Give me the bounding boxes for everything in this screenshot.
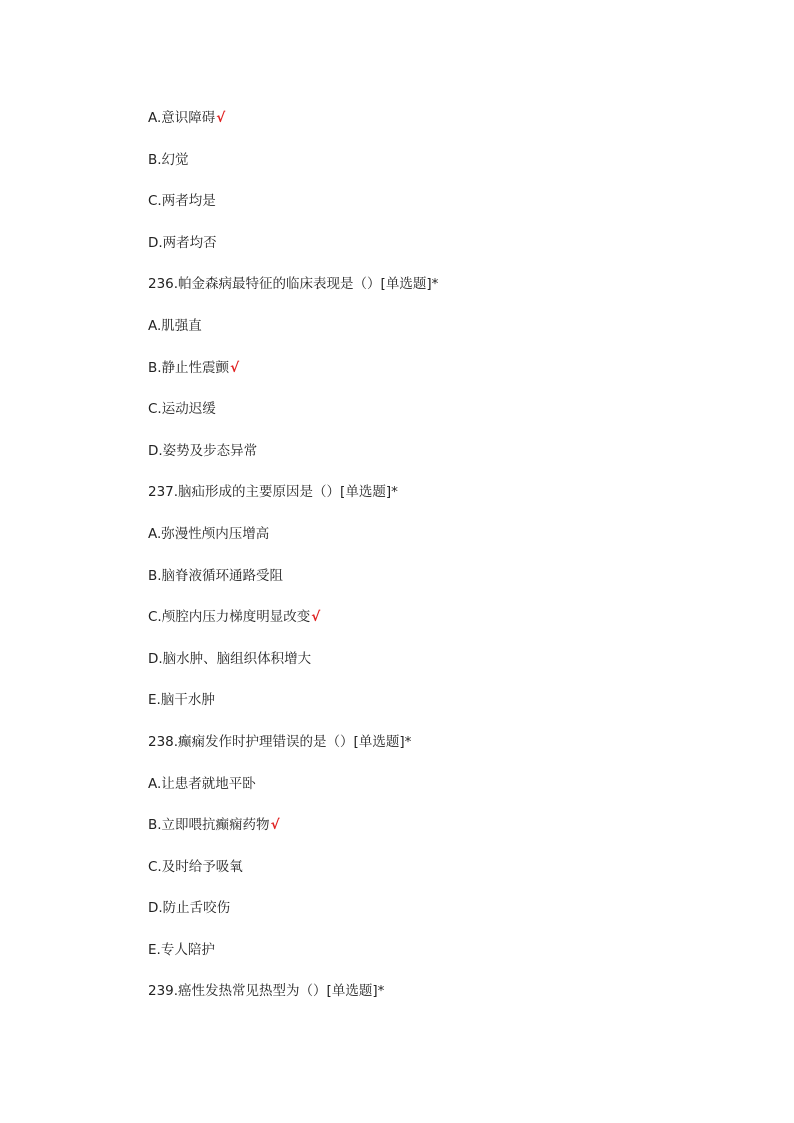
option-text: A.意识障碍 <box>148 110 216 126</box>
option-text: E.专人陪护 <box>148 941 215 958</box>
option-text: D.姿势及步态异常 <box>148 442 258 459</box>
option-text: C.颅腔内压力梯度明显改变 <box>148 609 311 626</box>
question-text: 236.帕金森病最特征的临床表现是（）[单选题]* <box>148 276 439 293</box>
option-text: B.脑脊液循环通路受阻 <box>148 567 284 584</box>
question-text: 239.癌性发热常见热型为（）[单选题]* <box>148 983 385 1000</box>
answer-option <box>148 815 748 857</box>
option-text: C.及时给予吸氧 <box>148 858 243 875</box>
option-text: D.脑水肿、脑组织体积增大 <box>148 650 312 667</box>
correct-check-icon: √ <box>230 359 240 376</box>
correct-check-icon: √ <box>216 110 226 126</box>
answer-option <box>148 108 748 150</box>
question-stem <box>148 482 748 524</box>
answer-option <box>148 441 748 483</box>
option-text: C.运动迟缓 <box>148 401 216 418</box>
option-text: A.弥漫性颅内压增高 <box>148 525 270 542</box>
answer-option <box>148 233 748 275</box>
answer-option <box>148 774 748 816</box>
option-text: B.立即喂抗癫痫药物 <box>148 817 270 834</box>
answer-option <box>148 607 748 649</box>
answer-option <box>148 940 748 982</box>
answer-option <box>148 150 748 192</box>
option-text: D.两者均否 <box>148 234 217 251</box>
answer-option <box>148 649 748 691</box>
option-text: E.脑干水肿 <box>148 692 215 709</box>
option-text: A.让患者就地平卧 <box>148 775 256 792</box>
answer-option <box>148 690 748 732</box>
correct-check-icon: √ <box>311 609 321 626</box>
question-stem <box>148 274 748 316</box>
answer-option <box>148 857 748 899</box>
answer-option <box>148 191 748 233</box>
answer-option <box>148 524 748 566</box>
question-stem <box>148 732 748 774</box>
correct-check-icon: √ <box>270 817 280 834</box>
option-text: A.肌强直 <box>148 317 202 334</box>
option-text: B.静止性震颤 <box>148 359 230 376</box>
question-text: 237.脑疝形成的主要原因是（）[单选题]* <box>148 484 398 501</box>
option-text: D.防止舌咬伤 <box>148 900 231 917</box>
question-text: 238.癫痫发作时护理错误的是（）[单选题]* <box>148 733 412 750</box>
answer-option <box>148 358 748 400</box>
question-list <box>148 108 748 1023</box>
answer-option <box>148 316 748 358</box>
answer-option <box>148 566 748 608</box>
option-text: C.两者均是 <box>148 193 216 210</box>
answer-option <box>148 898 748 940</box>
answer-option <box>148 399 748 441</box>
option-text: B.幻觉 <box>148 151 189 168</box>
question-stem <box>148 981 748 1023</box>
